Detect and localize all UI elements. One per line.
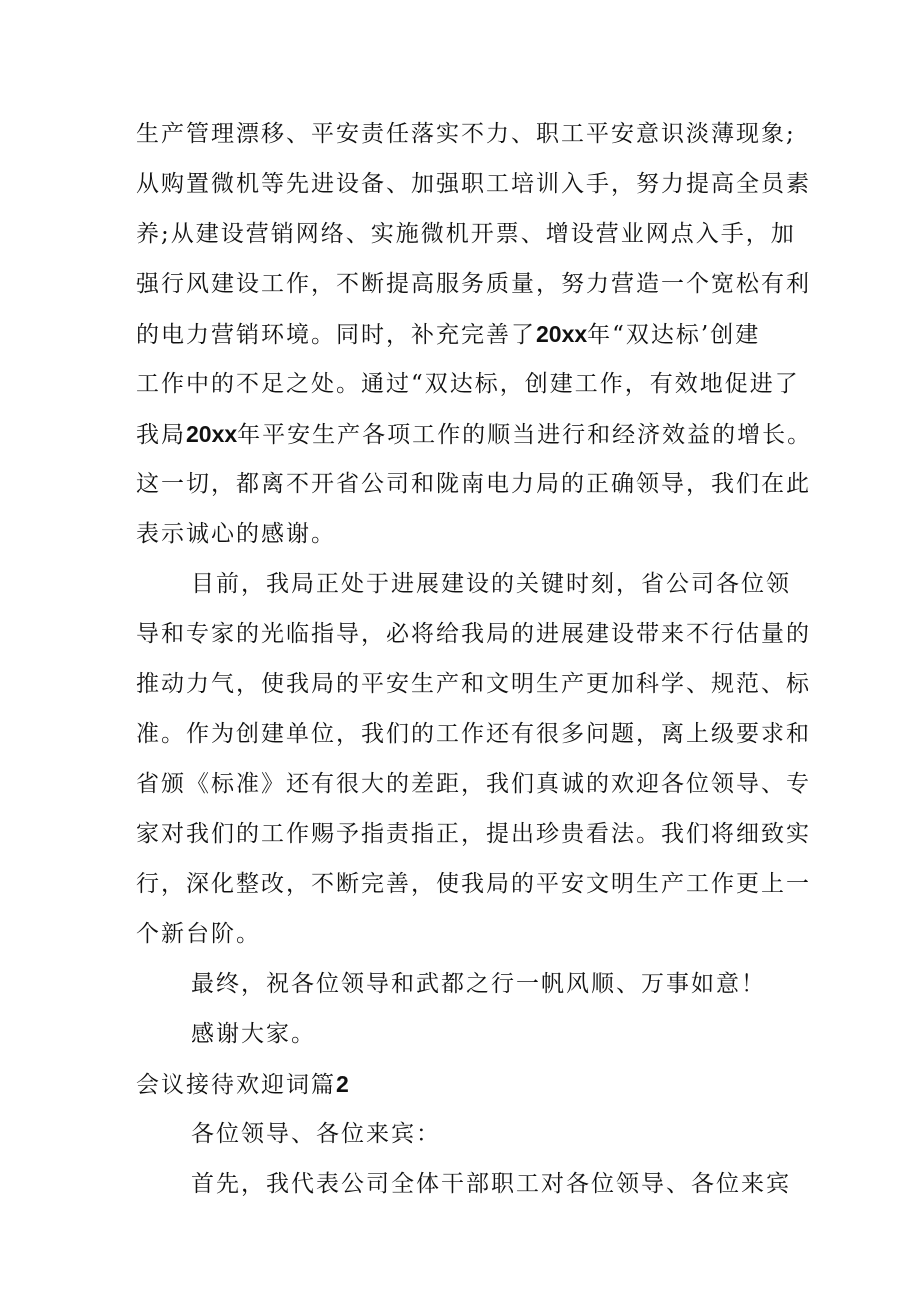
text-line: 这一切，都离不开省公司和陇南电力局的正确领导，我们在此 bbox=[136, 471, 811, 497]
text-line: 行，深化整改，不断完善，使我局的平安文明生产工作更上一 bbox=[136, 871, 811, 897]
text-line: 首先，我代表公司全体干部职工对各位领导、各位来宾 bbox=[191, 1171, 791, 1197]
text-line: 感谢大家。 bbox=[191, 1021, 316, 1047]
text-line: 生产管理漂移、平安责任落实不力、职工平安意识淡薄现象; bbox=[136, 121, 796, 147]
text-line: 省颁《标准》还有很大的差距，我们真诚的欢迎各位领导、专 bbox=[136, 771, 811, 797]
text-line: 家对我们的工作赐予指责指正，提出珍贵看法。我们将细致实 bbox=[136, 821, 811, 847]
text-line: 推动力气，使我局的平安生产和文明生产更加科学、规范、标 bbox=[136, 671, 811, 697]
text-line: 目前，我局正处于进展建设的关键时刻，省公司各位领 bbox=[191, 571, 791, 597]
text-line: 我局20xx年平安生产各项工作的顺当进行和经济效益的增长。 bbox=[136, 421, 813, 448]
text-line: 工作中的不足之处。通过“双达标，创建工作，有效地促进了 bbox=[136, 371, 800, 397]
text-line: 最终，祝各位领导和武都之行一帆风顺、万事如意！ bbox=[191, 971, 766, 997]
text-line: 导和专家的光临指导，必将给我局的进展建设带来不行估量的 bbox=[136, 621, 811, 647]
section-heading: 会议接待欢迎词篇2 bbox=[136, 1071, 349, 1098]
text-line: 从购置微机等先进设备、加强职工培训入手，努力提高全员素 bbox=[136, 171, 811, 197]
salutation: 各位领导、各位来宾： bbox=[191, 1121, 441, 1147]
text-line: 强行风建设工作，不断提高服务质量，努力营造一个宽松有利 bbox=[136, 271, 811, 297]
text-line: 准。作为创建单位，我们的工作还有很多问题，离上级要求和 bbox=[136, 721, 811, 747]
text-line: 养;从建设营销网络、实施微机开票、增设营业网点入手，加 bbox=[136, 221, 796, 247]
text-line: 的电力营销环境。同时，补充完善了20xx年“双达标’创建 bbox=[136, 321, 761, 348]
text-line: 表示诚心的感谢。 bbox=[136, 521, 336, 547]
text-line: 个新台阶。 bbox=[136, 921, 261, 947]
